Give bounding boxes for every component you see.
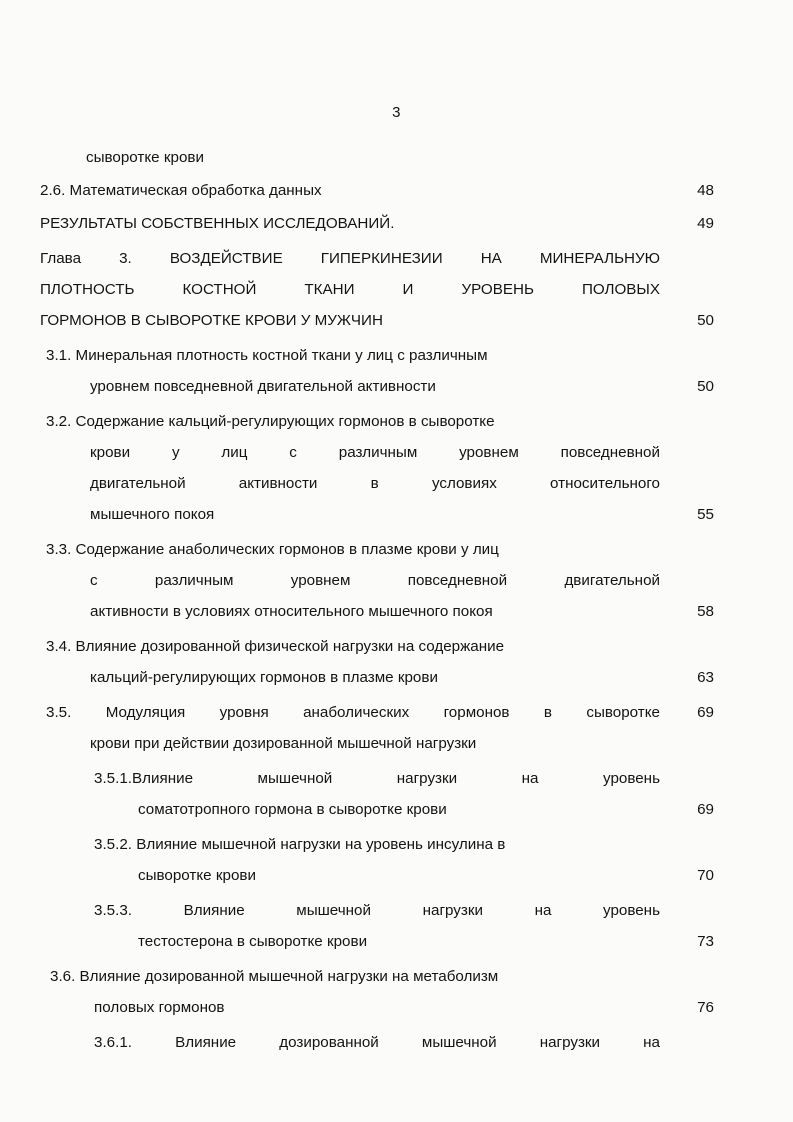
toc-entry[interactable] (46, 340, 714, 402)
toc-entry[interactable] (40, 243, 714, 336)
toc-entry-page: 55 (697, 506, 714, 523)
toc-entry-page: 70 (697, 867, 714, 884)
toc-entry-text (46, 829, 660, 891)
toc-line: ПЛОТНОСТЬ КОСТНОЙ ТКАНИ И УРОВЕНЬ ПОЛОВЫХ (40, 281, 660, 298)
toc-line: с различным уровнем повседневной двигательной (90, 572, 660, 589)
toc-line: кальций-регулирующих гормонов в плазме крови (90, 669, 438, 686)
toc-entry-page: 69 (697, 801, 714, 818)
toc-entry[interactable] (86, 142, 714, 173)
toc-line: 3.3. Содержание анаболических гормонов в плазме крови у лиц (46, 541, 499, 558)
toc-line: 2.6. Математическая обработка данных (40, 182, 322, 199)
toc-line: 3.1. Минеральная плотность костной ткани у лиц с различным (46, 347, 488, 364)
toc-entry-text (46, 763, 660, 825)
toc-entry[interactable] (46, 534, 714, 627)
toc-line: крови при действии дозированной мышечной нагрузки (90, 735, 477, 752)
toc-entry-text (46, 406, 660, 530)
toc-entry-page: 49 (697, 215, 714, 232)
toc-entry[interactable] (46, 829, 714, 891)
toc-entry-text (46, 697, 660, 759)
toc-line: половых гормонов (94, 999, 225, 1016)
toc-entry[interactable] (46, 763, 714, 825)
toc-entry-text (86, 142, 660, 173)
table-of-contents (40, 142, 714, 1060)
toc-entry-page: 76 (697, 999, 714, 1016)
toc-entry-page: 63 (697, 669, 714, 686)
toc-line: 3.4. Влияние дозированной физической нагрузки на содержание (46, 638, 505, 655)
toc-entry[interactable] (46, 631, 714, 693)
toc-entry-page: 58 (697, 603, 714, 620)
toc-entry-page: 48 (697, 182, 714, 199)
toc-line: 3.6.1. Влияние дозированной мышечной нагрузки на (94, 1034, 660, 1051)
toc-entry-text (46, 1027, 660, 1058)
toc-entry-text (46, 961, 660, 1023)
toc-line: соматотропного гормона в сыворотке крови (138, 801, 447, 818)
toc-entry-text (46, 534, 660, 627)
toc-entry[interactable] (46, 406, 714, 530)
toc-entry[interactable] (46, 895, 714, 957)
toc-entry-text (46, 631, 660, 693)
toc-entry-page: 50 (697, 378, 714, 395)
toc-entry[interactable] (46, 1027, 714, 1058)
toc-line: РЕЗУЛЬТАТЫ СОБСТВЕННЫХ ИССЛЕДОВАНИЙ. (40, 215, 395, 232)
toc-line: 3.5. Модуляция уровня анаболических гормонов в сыворотке (46, 704, 660, 721)
toc-entry[interactable] (46, 961, 714, 1023)
toc-line: крови у лиц с различным уровнем повседневной (90, 444, 660, 461)
toc-line: Глава 3. ВОЗДЕЙСТВИЕ ГИПЕРКИНЕЗИИ НА МИНЕРАЛЬНУЮ (40, 250, 660, 267)
toc-entry-page: 69 (697, 704, 714, 721)
toc-entry[interactable] (40, 208, 714, 239)
toc-line: двигательной активности в условиях относительного (90, 475, 660, 492)
toc-line: сыворотке крови (86, 149, 204, 166)
toc-line: 3.2. Содержание кальций-регулирующих гормонов в сыворотке (46, 413, 495, 430)
toc-entry-text (40, 175, 660, 206)
toc-entry-text (46, 340, 660, 402)
toc-line: 3.6. Влияние дозированной мышечной нагрузки на метаболизм (50, 968, 499, 985)
toc-line: мышечного покоя (90, 506, 215, 523)
toc-line: активности в условиях относительного мышечного покоя (90, 603, 493, 620)
toc-entry-page: 50 (697, 312, 714, 329)
toc-line: уровнем повседневной двигательной активности (90, 378, 436, 395)
toc-line: 3.5.1.Влияние мышечной нагрузки на уровень (94, 770, 660, 787)
page-number: 3 (392, 104, 401, 121)
toc-line: 3.5.3. Влияние мышечной нагрузки на уровень (94, 902, 660, 919)
toc-line: 3.5.2. Влияние мышечной нагрузки на уровень инсулина в (94, 836, 506, 853)
toc-entry-text (40, 208, 660, 239)
toc-entry[interactable] (46, 697, 714, 759)
toc-line: сыворотке крови (138, 867, 256, 884)
toc-line: тестостерона в сыворотке крови (138, 933, 368, 950)
toc-entry-text (46, 895, 660, 957)
toc-entry-page: 73 (697, 933, 714, 950)
toc-entry[interactable] (40, 175, 714, 206)
toc-entry-text (40, 243, 660, 336)
toc-line: ГОРМОНОВ В СЫВОРОТКЕ КРОВИ У МУЖЧИН (40, 312, 383, 329)
